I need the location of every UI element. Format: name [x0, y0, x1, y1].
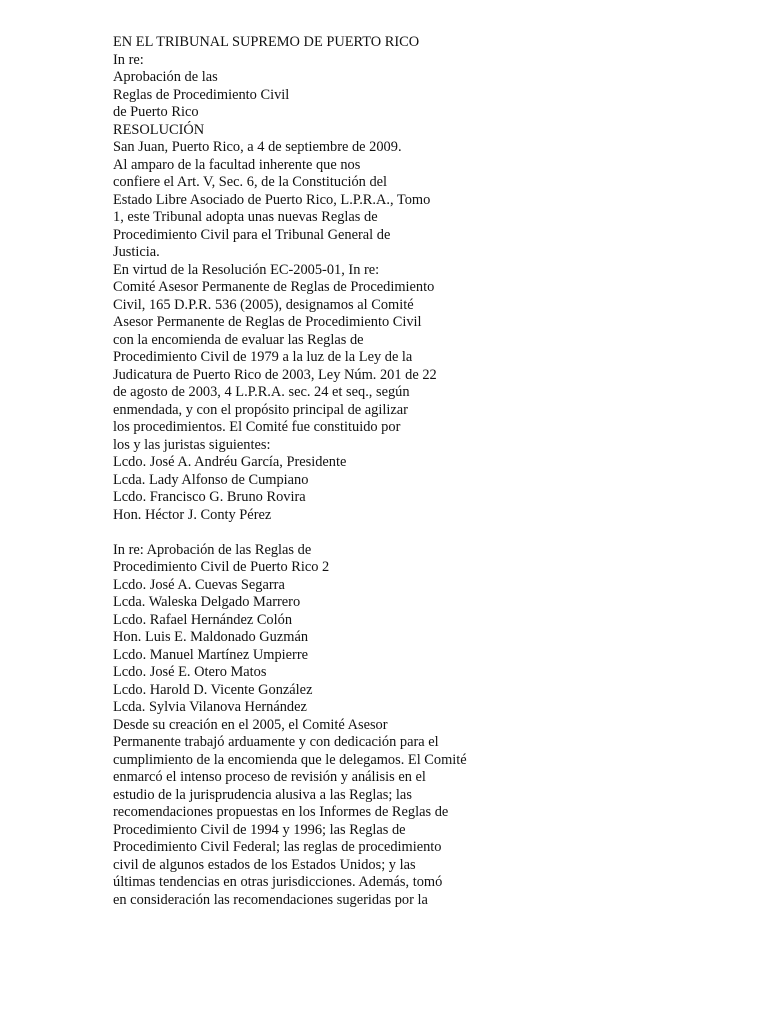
resolution-text-line: Judicatura de Puerto Rico de 2003, Ley Núm. 201 de 22	[113, 366, 437, 383]
resolution-text-line: Reglas de Procedimiento Civil	[113, 86, 290, 103]
resolution-text-line: Estado Libre Asociado de Puerto Rico, L.P.R.A., Tomo	[113, 191, 431, 208]
committee-text-line: Hon. Luis E. Maldonado Guzmán	[113, 629, 309, 645]
resolution-text-line: confiere el Art. V, Sec. 6, de la Constitución del	[113, 174, 388, 190]
committee-text-line: cumplimiento de la encomienda que le delegamos. El Comité	[113, 751, 467, 768]
resolution-text-line: RESOLUCIÓN	[113, 121, 205, 138]
resolution-text-line: Al amparo de la facultad inherente que nos	[113, 156, 361, 173]
resolution-text-line: Asesor Permanente de Reglas de Procedimiento Civil	[113, 314, 422, 330]
committee-text-line: en consideración las recomendaciones sugeridas por la	[113, 891, 428, 908]
resolution-text-line: Lcda. Lady Alfonso de Cumpiano	[113, 471, 309, 488]
resolution-text-line: Aprobación de las	[113, 69, 218, 85]
committee-text-line: civil de algunos estados de los Estados Unidos; y las	[113, 856, 416, 873]
resolution-text-line: de agosto de 2003, 4 L.P.R.A. sec. 24 et seq., según	[113, 384, 410, 400]
resolution-text-line: Comité Asesor Permanente de Reglas de Procedimiento	[113, 279, 435, 295]
committee-section	[113, 542, 673, 910]
section-gap	[113, 524, 673, 542]
resolution-text-line: In re:	[113, 51, 144, 68]
resolution-text-line: En virtud de la Resolución EC-2005-01, In re:	[113, 261, 380, 278]
committee-text-line: Lcdo. José E. Otero Matos	[113, 664, 267, 680]
committee-text-line: Permanente trabajó arduamente y con dedicación para el	[113, 734, 439, 750]
resolution-text-line: de Puerto Rico	[113, 104, 199, 120]
resolution-text-line: Lcdo. Francisco G. Bruno Rovira	[113, 489, 306, 505]
resolution-text-line: los y las juristas siguientes:	[113, 436, 271, 453]
resolution-text-line: 1, este Tribunal adopta unas nuevas Reglas de	[113, 209, 378, 225]
resolution-text-line: EN EL TRIBUNAL SUPREMO DE PUERTO RICO	[113, 34, 420, 50]
committee-text-line: In re: Aprobación de las Reglas de	[113, 541, 312, 558]
committee-text-line: enmarcó el intenso proceso de revisión y análisis en el	[113, 769, 426, 785]
committee-text-line: Lcda. Sylvia Vilanova Hernández	[113, 699, 307, 715]
resolution-text-line: San Juan, Puerto Rico, a 4 de septiembre de 2009.	[113, 139, 402, 155]
committee-text-line: últimas tendencias en otras jurisdicciones. Además, tomó	[113, 874, 443, 890]
resolution-text-line: Procedimiento Civil para el Tribunal General de	[113, 226, 391, 243]
resolution-text-line: Lcdo. José A. Andréu García, Presidente	[113, 454, 347, 470]
committee-text-line: Lcdo. José A. Cuevas Segarra	[113, 576, 285, 593]
committee-text-line: Desde su creación en el 2005, el Comité Asesor	[113, 716, 388, 733]
resolution-text-line: Justicia.	[113, 244, 160, 260]
committee-text-line: Procedimiento Civil Federal; las reglas de procedimiento	[113, 839, 442, 855]
resolution-section	[113, 34, 673, 524]
committee-text-line: Procedimiento Civil de 1994 y 1996; las Reglas de	[113, 821, 406, 838]
committee-text-line: Procedimiento Civil de Puerto Rico 2	[113, 559, 330, 575]
resolution-text-line: Procedimiento Civil de 1979 a la luz de la Ley de la	[113, 349, 413, 365]
committee-text-line: recomendaciones propuestas en los Informes de Reglas de	[113, 804, 449, 820]
resolution-text-line: Hon. Héctor J. Conty Pérez	[113, 506, 272, 523]
committee-text-line: Lcdo. Manuel Martínez Umpierre	[113, 646, 308, 663]
document-page	[113, 34, 673, 909]
resolution-text-line: con la encomienda de evaluar las Reglas de	[113, 331, 364, 348]
resolution-text-line: enmendada, y con el propósito principal de agilizar	[113, 401, 408, 418]
committee-text-line: Lcdo. Rafael Hernández Colón	[113, 611, 293, 628]
resolution-text-line: Civil, 165 D.P.R. 536 (2005), designamos al Comité	[113, 296, 414, 313]
committee-text-line: Lcdo. Harold D. Vicente González	[113, 681, 313, 698]
committee-text-line: Lcda. Waleska Delgado Marrero	[113, 594, 301, 610]
committee-text-line: estudio de la jurisprudencia alusiva a las Reglas; las	[113, 786, 412, 803]
resolution-text-line: los procedimientos. El Comité fue constituido por	[113, 419, 401, 435]
